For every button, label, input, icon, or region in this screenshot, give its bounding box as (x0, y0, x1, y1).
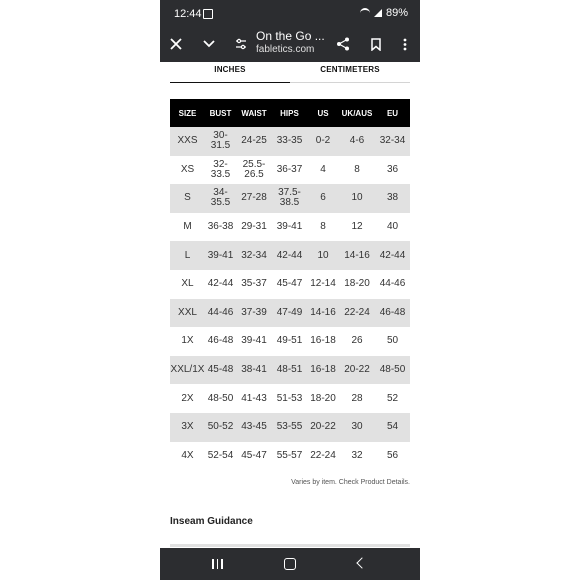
cell-uk-aus: 10 (339, 184, 375, 213)
table-row (170, 327, 410, 356)
cell-us: 20-22 (307, 413, 339, 442)
table-row (170, 384, 410, 413)
cell-us: 22-24 (310, 449, 336, 461)
cell-bust: 34-35.5 (205, 184, 236, 213)
page-title-block[interactable] (256, 29, 332, 55)
cell-hips: 42-44 (272, 241, 307, 270)
cell-size: 4X (181, 449, 194, 461)
cell-us: 16-18 (310, 335, 336, 347)
cell-uk-aus: 28 (351, 392, 363, 404)
cell-size: S (170, 184, 205, 213)
cell-bust: 45-48 (205, 356, 236, 385)
next-table-peek (170, 544, 410, 547)
cell-waist: 29-31 (241, 221, 267, 233)
cell-hips: 55-57 (276, 449, 303, 461)
cell-bust: 50-52 (205, 413, 236, 442)
system-nav-bar (160, 548, 420, 580)
cell-size: XL (181, 278, 194, 290)
cell-uk-aus: 20-22 (339, 356, 375, 385)
cell-uk-aus: 12 (351, 221, 363, 233)
cell-size: L (170, 241, 205, 270)
cell-size: M (183, 221, 192, 233)
cell-uk-aus: 8 (354, 163, 360, 175)
close-icon[interactable] (165, 33, 187, 55)
cell-eu: 38 (375, 184, 410, 213)
table-header-row (170, 99, 410, 127)
cell-bust: 44-46 (205, 299, 236, 328)
cell-eu: 50 (386, 335, 399, 347)
cell-waist: 43-45 (236, 413, 272, 442)
wifi-icon (360, 8, 370, 18)
cell-bust: 48-50 (207, 392, 234, 404)
cell-hips: 53-55 (272, 413, 307, 442)
cell-eu: 44-46 (379, 278, 406, 290)
page-url: fabletics.com (256, 44, 315, 55)
table-body (170, 127, 410, 470)
status-time: 12:44 (174, 8, 202, 20)
cell-eu: 52 (386, 392, 399, 404)
table-row (170, 270, 410, 299)
status-indicators (360, 7, 408, 19)
cell-uk-aus: 22-24 (339, 299, 375, 328)
header-bust: BUST (205, 99, 236, 127)
cell-waist: 37-39 (236, 299, 272, 328)
cell-size: 3X (170, 413, 205, 442)
cell-hips: 49-51 (276, 335, 303, 347)
cell-hips: 33-35 (272, 127, 307, 156)
size-note: Varies by item. Check Product Details. (291, 479, 410, 486)
cell-waist: 24-25 (236, 127, 272, 156)
header-hips: HIPS (272, 99, 307, 127)
bookmark-icon[interactable] (365, 33, 387, 55)
cell-size: XXL/1X (170, 356, 205, 385)
cell-waist: 45-47 (241, 449, 267, 461)
cell-uk-aus: 4-6 (339, 127, 375, 156)
cell-eu: 56 (386, 449, 399, 461)
header-waist: WAIST (236, 99, 272, 127)
header-uk-aus: UK/AUS (339, 99, 375, 127)
site-settings-icon[interactable] (230, 33, 252, 55)
cell-size: XS (180, 163, 195, 175)
size-chart-table (170, 99, 410, 470)
cell-us: 18-20 (310, 392, 336, 404)
cell-size: 1X (181, 335, 194, 347)
table-row (170, 442, 410, 471)
cell-us: 10 (307, 241, 339, 270)
cell-eu: 54 (375, 413, 410, 442)
table-row (170, 356, 410, 385)
cell-us: 14-16 (307, 299, 339, 328)
cell-uk-aus: 32 (351, 449, 363, 461)
phone-screen (160, 0, 420, 580)
cell-us: 16-18 (307, 356, 339, 385)
browser-toolbar (160, 28, 420, 62)
table-row (170, 156, 410, 185)
cell-us: 6 (307, 184, 339, 213)
back-icon[interactable] (356, 557, 367, 568)
home-icon[interactable] (284, 558, 296, 570)
cell-waist: 39-41 (241, 335, 267, 347)
share-icon[interactable] (332, 33, 354, 55)
unit-tabs (170, 62, 410, 84)
cell-bust: 46-48 (207, 335, 234, 347)
cell-us: 8 (320, 221, 326, 233)
cell-eu: 46-48 (375, 299, 410, 328)
header-eu: EU (375, 99, 410, 127)
signal-icon (374, 9, 382, 17)
cell-hips: 51-53 (276, 392, 303, 404)
table-row (170, 413, 410, 442)
table-row (170, 241, 410, 270)
cell-bust: 42-44 (207, 278, 234, 290)
cell-bust: 36-38 (207, 221, 234, 233)
cell-uk-aus: 26 (351, 335, 363, 347)
cell-size: XXL (170, 299, 205, 328)
recents-icon[interactable] (212, 559, 223, 569)
cell-eu: 36 (386, 163, 399, 175)
tab-centimeters[interactable]: CENTIMETERS (290, 62, 410, 83)
cell-size: 2X (181, 392, 194, 404)
cell-us: 0-2 (307, 127, 339, 156)
cell-eu: 32-34 (375, 127, 410, 156)
cell-hips: 45-47 (276, 278, 303, 290)
cell-us: 4 (320, 163, 326, 175)
tab-inches[interactable]: INCHES (170, 62, 290, 83)
cell-waist: 25.5-26.5 (242, 158, 266, 180)
table-row (170, 184, 410, 213)
table-row (170, 299, 410, 328)
cell-uk-aus: 18-20 (344, 278, 370, 290)
status-bar (160, 0, 420, 28)
cell-bust: 30-31.5 (205, 127, 236, 156)
cell-waist: 38-41 (236, 356, 272, 385)
battery-level: 89% (385, 7, 408, 19)
cell-hips: 47-49 (272, 299, 307, 328)
cell-hips: 39-41 (276, 221, 303, 233)
cell-bust: 52-54 (207, 449, 234, 461)
header-size: SIZE (170, 99, 205, 127)
inseam-heading: Inseam Guidance (170, 516, 253, 527)
cell-waist: 35-37 (241, 278, 267, 290)
cell-bust: 39-41 (205, 241, 236, 270)
cell-eu: 42-44 (375, 241, 410, 270)
gallery-notification-icon (203, 9, 213, 19)
cell-eu: 40 (386, 221, 399, 233)
more-vert-icon[interactable] (394, 33, 416, 55)
table-row (170, 213, 410, 242)
chevron-down-icon[interactable] (198, 33, 220, 55)
table-row (170, 127, 410, 156)
cell-eu: 48-50 (375, 356, 410, 385)
cell-uk-aus: 30 (339, 413, 375, 442)
cell-waist: 32-34 (236, 241, 272, 270)
header-us: US (307, 99, 339, 127)
cell-us: 12-14 (310, 278, 336, 290)
cell-hips: 36-37 (276, 163, 303, 175)
cell-uk-aus: 14-16 (339, 241, 375, 270)
page-title: On the Go ... (256, 29, 325, 43)
cell-bust: 32-33.5 (210, 158, 231, 180)
cell-size: XXS (170, 127, 205, 156)
cell-hips: 37.5-38.5 (272, 184, 307, 213)
cell-hips: 48-51 (272, 356, 307, 385)
cell-waist: 41-43 (241, 392, 267, 404)
cell-waist: 27-28 (236, 184, 272, 213)
